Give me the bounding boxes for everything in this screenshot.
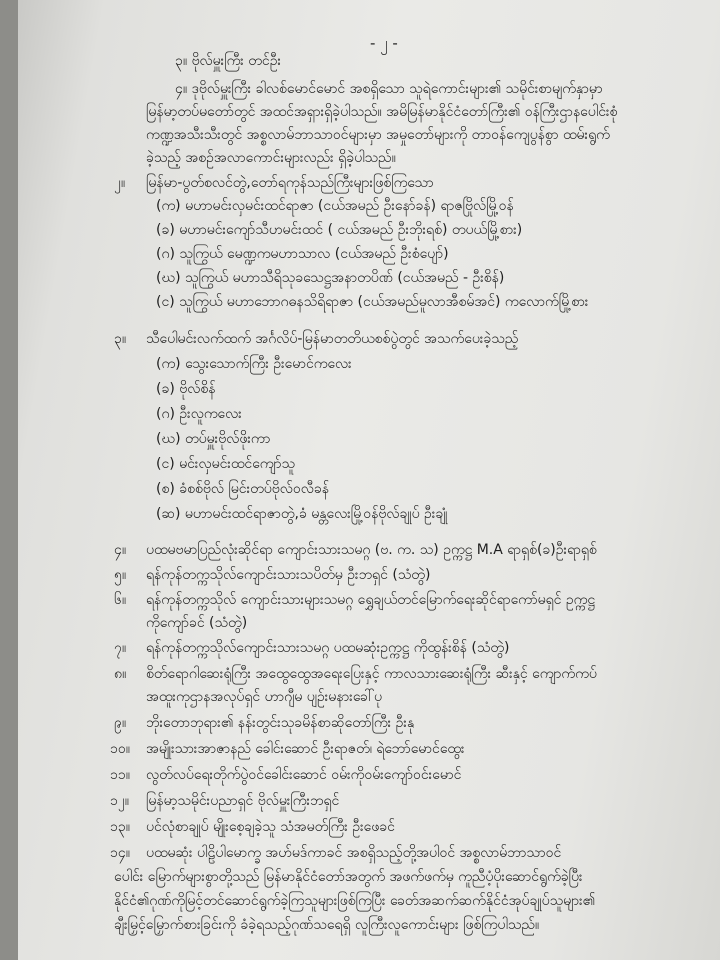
item-text: ဘိုးတောဘုရား၏ နန်းတွင်းသုခမိန်စာဆိုတော်ကြီး ဦးနု	[146, 715, 415, 731]
sub-item: (ဃ) သူကြွယ် မဟာသီရိသုခသေဋ္ဌအနာတပိဏ် (ငယ်အမည် - ဦးစိန်)	[156, 270, 505, 286]
sub-item: (ဃ) တပ်မှူးဗိုလ်ဖိုးကာ	[156, 431, 271, 447]
sub-item: (က) သွေးသောက်ကြီး ဦးမောင်ကလေး	[156, 356, 352, 372]
item-number: ၁၄။	[110, 845, 130, 861]
item-number: ၅။	[114, 567, 127, 583]
sub-item: (က) မဟာမင်းလှမင်းထင်ရာဇာ (ငယ်အမည် ဦးနော်ခန်) ရာဇဗြိုလ်မြို့ဝန်	[156, 198, 514, 214]
item-text: ချီးမြှင့်မြှောက်စားခြင်းကို ခံခဲ့ရသည့်ဂုဏ်သရေရှိ လူကြီးလူကောင်းများ ဖြစ်ကြပါသည်။	[114, 917, 540, 933]
sub-item: (စ) ခံစစ်ဗိုလ် မြင်းတပ်ဗိုလ်ဝလီခန်	[156, 481, 329, 497]
item-text: အထူးကုဌာနအလုပ်ရှင် ဟာဂျီမ ပျဉ်းမနားခေါ်ပု	[146, 689, 383, 705]
sub-item: (ခ) မဟာမင်းကျော်သီဟမင်းထင် ( ငယ်အမည် ဦးဘိုးရစ်) တပယ်မြို့စား)	[156, 222, 523, 238]
item-text: ကိုကျော်ခင် (သံတွဲ)	[146, 615, 248, 631]
sub-item: (ဆ) မဟာမင်းထင်ရာဇာတွဲ,ခံ မန္တလေးမြို့ဝန်ဗိုလ်ချုပ် ဦးချုံ	[156, 506, 448, 522]
item-number: ၁၃။	[110, 819, 130, 835]
item-text: လွတ်လပ်ရေးတိုက်ပွဲဝင်ခေါင်းဆောင် ဝမ်းကိုဝမ်းကျော်ဝင်းမောင်	[146, 767, 462, 783]
item-number: ၃။	[114, 331, 127, 347]
item-text: ရန်ကုန်တက္ကသိုလ် ကျောင်းသားများသမဂ္ဂ ရွှေချယ်တင်မြောက်ရေးဆိုင်ရာကော်မရှင် ဥက္ကဋ္ဌ	[146, 592, 595, 608]
paragraph-line: ခဲ့သည့် အစဉ်အလာကောင်းများလည်း ရှိခဲ့ပါသည်။	[146, 150, 396, 166]
sub-item: (င) မင်းလှမင်းထင်ကျော်သူ	[156, 456, 296, 472]
item-text: စိတ်ရောဂါဆေးရုံကြီး အထွေထွေအရေးပြေးနှင့် ကာလသားဆေးရုံကြီး ဆီးနှင့် ကျောက်ကပ်	[146, 666, 597, 682]
item-heading: သီပေါမင်းလက်ထက် အင်္ဂလိပ်-မြန်မာတတိယစစ်ပွဲတွင် အသက်ပေးခဲ့သည့်	[146, 331, 519, 347]
paragraph-line: ကဏ္ဍအသီးသီးတွင် အစ္စလာမ်ဘာသာဝင်များမှာ အမှုတော်များကို တာဝန်ကျေပွန်စွာ ထမ်းရွက်	[146, 127, 610, 143]
sub-item: (ဂ) ဦးလူကလေး	[156, 406, 242, 422]
item-text: ပထမဗမာပြည်လုံးဆိုင်ရာ ကျောင်းသားသမဂ္ဂ (ဗ. က. သ) ဥက္ကဋ္ဌ M.A ရာရှစ်(ခ)ဦးရာရှစ်	[146, 542, 597, 558]
item-text: နိုင်ငံ၏ဂုဏ်ကိုမြင့်တင်ဆောင်ရွက်ခဲ့ကြသူများဖြစ်ကြပြီး ခေတ်အဆက်ဆက်နိုင်ငံအုပ်ချုပ်သူများ၏	[114, 893, 596, 909]
item-text: ရန်ကုန်တက္ကသိုလ်ကျောင်းသားသမဂ္ဂ ပထမဆုံးဥက္ကဋ္ဌ ကိုထွန်းစိန် (သံတွဲ)	[146, 640, 510, 656]
item-number: ၁၁။	[110, 767, 130, 783]
item-number: ၁၂။	[110, 793, 129, 809]
sub-item: (င) သူကြွယ် မဟာဘောဂဓနသိရိရာဇာ (ငယ်အမည်မူလာအီစမ်အင်) ကလောက်မြို့စား	[156, 294, 589, 310]
item-number: ၄။	[114, 542, 127, 558]
page-number: - ၂ -	[370, 34, 398, 52]
item-text: ပထမဆုံး ပါဠိပါမောက္ခ အဟ်မဒ်ကာခင် အစရှိသည့်တို့အပါဝင် အစ္စလာမ်ဘာသာဝင်	[146, 845, 562, 861]
item-number: ၇။	[114, 640, 127, 656]
sub-item: (ဂ) သူကြွယ် မေဏ္ဍကမဟာသာလ (ငယ်အမည် ဦးစံပျော်)	[156, 246, 449, 262]
paragraph-line: မြန်မာ့တပ်မတော်တွင် အထင်အရှားရှိခဲ့ပါသည်။ အမိမြန်မာနိုင်ငံတော်ကြီး၏ ဝန်ကြီးဌာနပေါင်းစုံ	[146, 104, 618, 120]
item-number: ၉။	[114, 715, 127, 731]
item-text: ပင်လုံစာချုပ် မျိုးစေ့ချခဲ့သူ သံအမတ်ကြီး ဦးဖေခင်	[146, 819, 395, 835]
item-text: ပေါင်း မြောက်များစွာတို့သည် မြန်မာနိုင်ငံတော်အတွက် အဖက်ဖက်မှ ကူညီပံ့ပိုးဆောင်ရွက်ခဲ့ပြီး	[114, 869, 583, 885]
item-number: ၂။	[114, 175, 126, 191]
item-text: မြန်မာ့သမိုင်းပညာရှင် ဗိုလ်မှူးကြီးဘရှင်	[146, 793, 340, 809]
item-text: ရန်ကုန်တက္ကသိုလ်ကျောင်းသားသပိတ်မှ ဦးဘရှင် (သံတွဲ)	[146, 567, 431, 583]
document-page	[18, 0, 720, 960]
item-number: ၈။	[114, 666, 127, 682]
sub-item: (ခ) ဗိုလ်စိန်	[156, 381, 216, 397]
item-number: ၁၀။	[110, 741, 130, 757]
item-number: ၆။	[114, 592, 127, 608]
item-text: အမျိုးသားအာဇာနည် ခေါင်းဆောင် ဦးရာဇတ်၊ ရဲဘော်မောင်ထွေး	[146, 741, 465, 757]
line-item-3-tintu: ၃။ ဗိုလ်မှူးကြီး တင်ဦး	[175, 53, 282, 69]
item-heading: မြန်မာ-ပွတ်စလင်တွဲ,တော်ရကုန်သည်ကြီးများဖြစ်ကြသော	[146, 175, 434, 191]
paragraph-line: ၄။ ဒုဗိုလ်မှူးကြီး ခါလစ်မောင်မောင် အစရှိသော သူရဲကောင်းများ၏ သမိုင်းစာမျက်နှာမှာ	[175, 81, 603, 97]
